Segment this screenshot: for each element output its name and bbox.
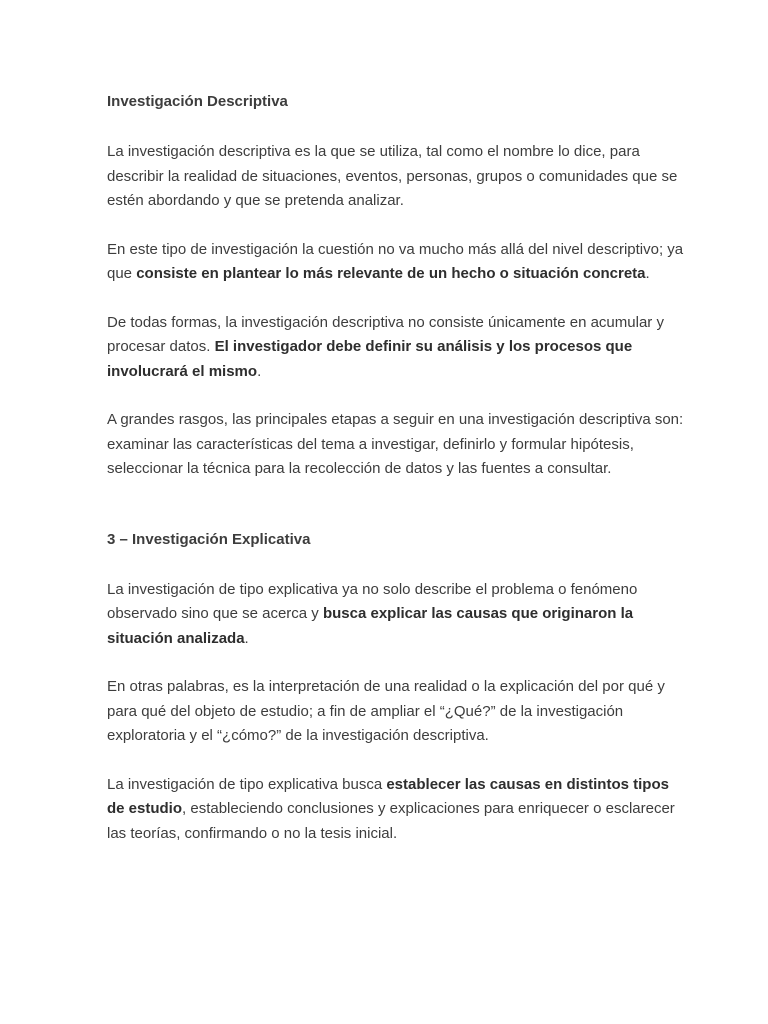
bold-text: El investigador debe definir su análisis y los procesos que involucrará el mismo: [107, 338, 633, 380]
paragraph-descriptiva-nivel: [107, 238, 687, 287]
text-run: La investigación de tipo explicativa ya no solo describe el problema o fenómeno observado sino que se acerca y: [107, 580, 638, 622]
text-run: La investigación de tipo explicativa busca: [107, 775, 387, 793]
text-run: .: [645, 265, 650, 282]
paragraph-explicativa-interpretacion: En otras palabras, es la interpretación de una realidad o la explicación del por qué y para qué del objeto de estudio; a fin de ampliar el “¿Qué?” de la investigación exploratoria y el “¿cómo?” de la investigación descriptiva.: [107, 678, 665, 744]
paragraph-descriptiva-intro: La investigación descriptiva es la que se utiliza, tal como el nombre lo dice, para describir la realidad de situaciones, eventos, personas, grupos o comunidades que se estén abordando y que se pretenda analizar.: [107, 143, 678, 209]
paragraph-descriptiva-datos: [107, 311, 687, 385]
bold-text: establecer las causas en distintos tipos de estudio: [107, 775, 669, 817]
paragraph-explicativa-causas: [107, 773, 687, 847]
section-heading-descriptiva: Investigación Descriptiva: [107, 93, 288, 110]
text-run: .: [257, 362, 262, 380]
section-heading-explicativa: 3 – Investigación Explicativa: [107, 530, 311, 548]
document-page: [107, 90, 687, 846]
bold-text: busca explicar las causas que originaron la situación analizada: [107, 605, 634, 647]
bold-text: consiste en plantear lo más relevante de un hecho o situación concreta: [136, 265, 646, 282]
text-run: .: [244, 629, 249, 647]
paragraph-explicativa-intro: [107, 578, 687, 652]
text-run: En este tipo de investigación la cuestión no va mucho más allá del nivel descriptivo; ya que: [107, 240, 684, 282]
paragraph-descriptiva-etapas: A grandes rasgos, las principales etapas a seguir en una investigación descriptiva son: examinar las características del tema a investigar, definirlo y formular hipótesis, seleccionar la técnica para la recolección de datos y las fuentes a consultar.: [107, 411, 684, 477]
text-run: De todas formas, la investigación descriptiva no consiste únicamente en acumular y procesar datos.: [107, 313, 664, 355]
text-run: , estableciendo conclusiones y explicaciones para enriquecer o esclarecer las teorías, confirmando o no la tesis inicial.: [107, 800, 675, 842]
